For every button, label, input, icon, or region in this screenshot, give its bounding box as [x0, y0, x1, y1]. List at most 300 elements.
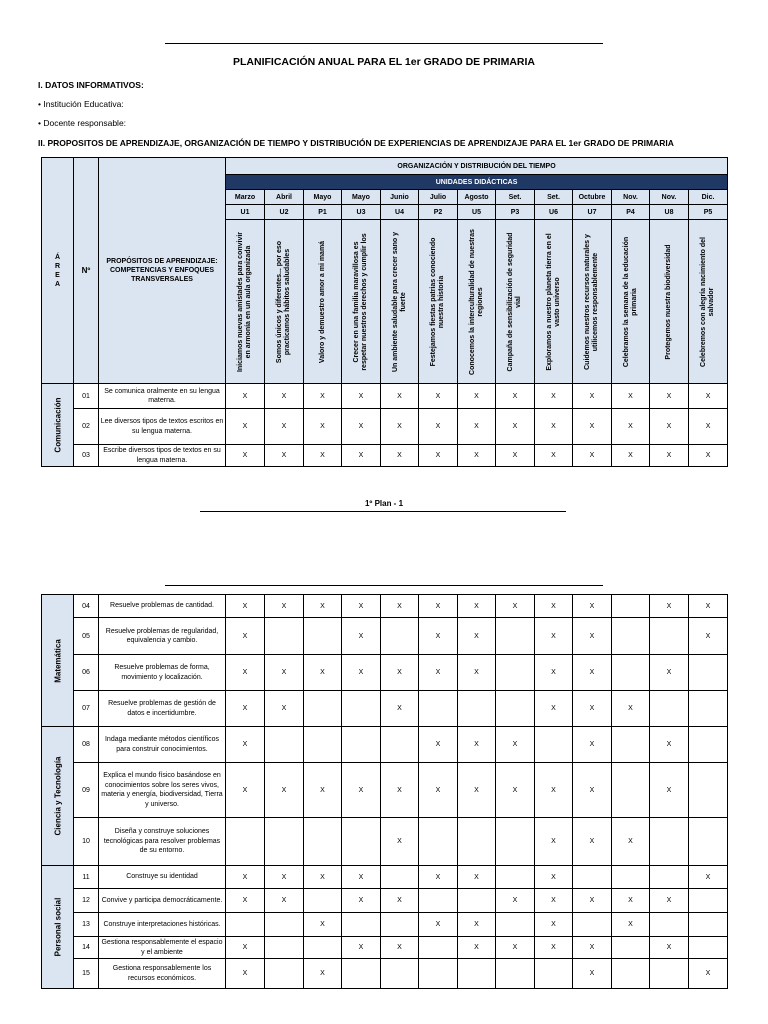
- unit-title: Celebremos con alegría nacimiento del salvador: [700, 236, 716, 367]
- unit-mark: X: [381, 691, 419, 727]
- competency-number: 10: [74, 818, 99, 866]
- area-cell: [42, 384, 74, 467]
- unit-mark: [496, 959, 535, 989]
- unit-title: Conocemos la interculturalidad de nuestras regiones: [468, 228, 484, 375]
- unit-mark: X: [496, 384, 535, 409]
- unit-mark: [265, 913, 304, 937]
- unit-mark: X: [573, 655, 612, 691]
- unit-mark: [689, 691, 728, 727]
- unit-mark: X: [535, 937, 573, 959]
- unit-mark: X: [381, 409, 419, 445]
- competency-number: 11: [74, 866, 99, 889]
- unit-mark: [496, 618, 535, 655]
- unit-mark: X: [689, 866, 728, 889]
- competency-number: 04: [74, 595, 99, 618]
- area-header: Á R E A: [42, 158, 74, 384]
- unit-code: P5: [689, 205, 728, 220]
- unit-mark: [419, 937, 458, 959]
- unit-mark: [342, 818, 381, 866]
- unit-mark: [265, 959, 304, 989]
- unit-mark: X: [535, 655, 573, 691]
- unit-code: U1: [226, 205, 265, 220]
- month-header: Junio: [381, 190, 419, 205]
- unit-mark: X: [573, 445, 612, 467]
- unit-mark: X: [650, 655, 689, 691]
- page-footer: 1º Plan - 1: [364, 499, 404, 508]
- unit-title: Campaña de sensibilización de seguridad vial: [507, 232, 522, 371]
- month-header: Agosto: [458, 190, 496, 205]
- unit-mark: [650, 913, 689, 937]
- unit-mark: X: [535, 384, 573, 409]
- area-cell: [42, 595, 74, 727]
- competency-number: 07: [74, 691, 99, 727]
- table-row: [42, 959, 728, 989]
- competency-text: Lee diversos tipos de textos escritos en su lengua materna.: [99, 409, 226, 445]
- competency-number: 08: [74, 727, 99, 763]
- month-header: Mayo: [342, 190, 381, 205]
- unit-mark: X: [265, 655, 304, 691]
- unit-title: Crecer en una familia maravillosa es respetar nuestros derechos y cumplir los: [353, 232, 368, 371]
- unit-mark: X: [612, 384, 650, 409]
- unit-mark: [612, 727, 650, 763]
- competency-number: 06: [74, 655, 99, 691]
- month-header: Set.: [535, 190, 573, 205]
- unit-mark: X: [573, 595, 612, 618]
- unit-mark: [496, 818, 535, 866]
- unit-mark: [650, 866, 689, 889]
- unit-mark: X: [226, 937, 265, 959]
- unit-mark: [612, 655, 650, 691]
- unit-mark: [304, 889, 342, 913]
- unit-mark: X: [226, 618, 265, 655]
- table-row: [42, 937, 728, 959]
- unit-mark: X: [458, 727, 496, 763]
- unit-mark: [419, 959, 458, 989]
- unit-mark: [342, 691, 381, 727]
- competency-number: 01: [74, 384, 99, 409]
- unit-mark: X: [689, 384, 728, 409]
- month-header: Nov.: [650, 190, 689, 205]
- area-cell: [42, 866, 74, 989]
- unit-mark: X: [535, 818, 573, 866]
- unit-mark: X: [226, 445, 265, 467]
- competency-text: Construye su identidad: [99, 866, 226, 889]
- unit-mark: X: [342, 618, 381, 655]
- unit-mark: [381, 866, 419, 889]
- month-header: Octubre: [573, 190, 612, 205]
- month-header: Mayo: [304, 190, 342, 205]
- unit-mark: X: [226, 595, 265, 618]
- teacher-label: • Docente responsable:: [38, 118, 127, 128]
- unit-mark: X: [458, 384, 496, 409]
- unit-mark: X: [342, 763, 381, 818]
- unit-mark: X: [226, 959, 265, 989]
- area-name: Comunicación: [53, 397, 62, 453]
- unit-mark: X: [304, 866, 342, 889]
- unit-mark: X: [381, 937, 419, 959]
- unit-mark: X: [226, 727, 265, 763]
- unit-mark: [612, 595, 650, 618]
- unit-title-cell: [496, 220, 535, 384]
- unit-code: U7: [573, 205, 612, 220]
- unit-mark: [458, 889, 496, 913]
- unit-code: U3: [342, 205, 381, 220]
- area-name: Ciencia y Tecnología: [53, 756, 62, 836]
- competency-number: 02: [74, 409, 99, 445]
- unit-mark: [419, 889, 458, 913]
- unit-mark: X: [573, 818, 612, 866]
- unit-mark: X: [304, 913, 342, 937]
- institution-label: • Institución Educativa:: [38, 99, 124, 109]
- unit-mark: X: [226, 763, 265, 818]
- unit-mark: X: [458, 655, 496, 691]
- competency-text: Resuelve problemas de cantidad.: [99, 595, 226, 618]
- unit-mark: X: [304, 384, 342, 409]
- unit-mark: X: [381, 763, 419, 818]
- unit-mark: X: [381, 655, 419, 691]
- competency-number: 12: [74, 889, 99, 913]
- unit-mark: X: [458, 445, 496, 467]
- unit-mark: X: [226, 866, 265, 889]
- unit-title-cell: [381, 220, 419, 384]
- unit-mark: [689, 763, 728, 818]
- unit-mark: [458, 818, 496, 866]
- table-row: [42, 384, 728, 409]
- table-row: [42, 445, 728, 467]
- unit-mark: X: [612, 691, 650, 727]
- unit-title: Somos únicos y diferentes... por eso practicamos hábitos saludables: [276, 240, 291, 363]
- unit-mark: [496, 655, 535, 691]
- unit-mark: X: [689, 959, 728, 989]
- competency-text: Gestiona responsablemente el espacio y el ambiente: [99, 937, 226, 959]
- unit-mark: X: [304, 959, 342, 989]
- unit-mark: X: [535, 763, 573, 818]
- unit-mark: [381, 727, 419, 763]
- purposes-header: PROPÓSITOS DE APRENDIZAJE: COMPETENCIAS Y ENFOQUES TRANSVERSALES: [99, 158, 226, 384]
- unit-mark: X: [573, 409, 612, 445]
- area-name: Personal social: [53, 897, 62, 957]
- month-header: Dic.: [689, 190, 728, 205]
- unit-mark: X: [496, 595, 535, 618]
- unit-mark: [612, 618, 650, 655]
- unit-mark: X: [265, 763, 304, 818]
- unit-mark: X: [304, 763, 342, 818]
- unit-mark: X: [381, 445, 419, 467]
- unit-mark: [265, 818, 304, 866]
- unit-mark: [650, 818, 689, 866]
- unit-mark: [612, 959, 650, 989]
- unit-mark: X: [226, 691, 265, 727]
- table-row: [42, 409, 728, 445]
- unit-mark: X: [381, 889, 419, 913]
- unit-mark: X: [381, 595, 419, 618]
- unit-mark: X: [265, 691, 304, 727]
- unit-mark: X: [226, 384, 265, 409]
- unit-title-cell: [650, 220, 689, 384]
- competency-text: Diseña y construye soluciones tecnológicas para resolver problemas de su entorno.: [99, 818, 226, 866]
- competency-number: 14: [74, 937, 99, 959]
- unit-mark: [342, 727, 381, 763]
- unit-mark: X: [265, 889, 304, 913]
- unit-mark: X: [226, 655, 265, 691]
- unit-title-cell: [265, 220, 304, 384]
- unit-code: P3: [496, 205, 535, 220]
- unit-mark: [226, 818, 265, 866]
- unit-mark: X: [419, 866, 458, 889]
- unit-mark: X: [573, 384, 612, 409]
- competency-text: Se comunica oralmente en su lengua materna.: [99, 384, 226, 409]
- unit-mark: X: [573, 889, 612, 913]
- unit-mark: [265, 727, 304, 763]
- month-header: Julio: [419, 190, 458, 205]
- unit-title: Exploramos a nuestro planeta tierra en el vasto universo: [545, 232, 561, 371]
- unit-mark: [342, 959, 381, 989]
- unit-mark: [612, 763, 650, 818]
- competency-number: 13: [74, 913, 99, 937]
- unit-mark: X: [458, 409, 496, 445]
- month-header: Marzo: [226, 190, 265, 205]
- table-row: [42, 763, 728, 818]
- competency-text: Resuelve problemas de forma, movimiento y localización.: [99, 655, 226, 691]
- unit-mark: X: [573, 763, 612, 818]
- unit-mark: X: [304, 595, 342, 618]
- planning-table-1: [41, 157, 728, 467]
- unit-mark: [265, 937, 304, 959]
- competency-number: 03: [74, 445, 99, 467]
- unit-mark: [612, 937, 650, 959]
- unit-mark: X: [573, 618, 612, 655]
- unit-mark: [226, 913, 265, 937]
- month-header: Abril: [265, 190, 304, 205]
- unit-mark: X: [573, 691, 612, 727]
- unit-mark: [381, 913, 419, 937]
- unit-mark: X: [419, 655, 458, 691]
- unit-mark: X: [535, 445, 573, 467]
- page-2-header-rule: [165, 585, 603, 586]
- unit-mark: [304, 691, 342, 727]
- unit-title: Celebramos la semana de la educación primaria: [622, 236, 638, 367]
- unit-mark: X: [304, 655, 342, 691]
- unit-title-cell: [535, 220, 573, 384]
- unit-mark: X: [573, 959, 612, 989]
- unit-code: P2: [419, 205, 458, 220]
- competency-text: Gestiona responsablemente los recursos económicos.: [99, 959, 226, 989]
- unit-mark: [381, 959, 419, 989]
- unit-mark: [689, 889, 728, 913]
- unit-mark: X: [612, 409, 650, 445]
- unit-mark: X: [342, 445, 381, 467]
- unit-mark: X: [226, 409, 265, 445]
- unit-code: U4: [381, 205, 419, 220]
- unit-mark: X: [650, 937, 689, 959]
- unit-mark: X: [650, 727, 689, 763]
- table-row: [42, 818, 728, 866]
- unit-mark: X: [650, 763, 689, 818]
- unit-mark: X: [689, 409, 728, 445]
- unit-title-cell: [458, 220, 496, 384]
- competency-text: Indaga mediante métodos científicos para construir conocimientos.: [99, 727, 226, 763]
- unit-mark: [650, 959, 689, 989]
- unit-mark: X: [496, 445, 535, 467]
- unit-mark: X: [650, 595, 689, 618]
- unit-mark: X: [265, 445, 304, 467]
- unit-mark: X: [265, 384, 304, 409]
- unit-mark: [689, 727, 728, 763]
- unit-mark: [458, 691, 496, 727]
- unit-mark: X: [419, 727, 458, 763]
- unit-mark: X: [573, 937, 612, 959]
- unit-mark: [650, 618, 689, 655]
- unit-title-cell: [612, 220, 650, 384]
- area-name: Matemática: [53, 638, 62, 683]
- unit-code: U2: [265, 205, 304, 220]
- unit-mark: X: [342, 655, 381, 691]
- unit-mark: X: [458, 866, 496, 889]
- unit-code: P4: [612, 205, 650, 220]
- unit-mark: X: [342, 889, 381, 913]
- unit-title: Un ambiente saludable para crecer sano y fuerte: [391, 231, 407, 372]
- unit-mark: [342, 913, 381, 937]
- unit-title-cell: [304, 220, 342, 384]
- month-header: Nov.: [612, 190, 650, 205]
- competency-text: Escribe diversos tipos de textos en su lengua materna.: [99, 445, 226, 467]
- unit-mark: X: [458, 937, 496, 959]
- unit-mark: X: [496, 409, 535, 445]
- organization-header: ORGANIZACIÓN Y DISTRIBUCIÓN DEL TIEMPO: [226, 158, 728, 175]
- unit-mark: X: [342, 409, 381, 445]
- unit-mark: [612, 866, 650, 889]
- units-header: UNIDADES DIDÁCTICAS: [226, 175, 728, 190]
- unit-mark: X: [650, 445, 689, 467]
- table-row: [42, 655, 728, 691]
- unit-mark: [689, 818, 728, 866]
- competency-text: Resuelve problemas de gestión de datos e incertidumbre.: [99, 691, 226, 727]
- unit-mark: X: [342, 866, 381, 889]
- competency-number: 09: [74, 763, 99, 818]
- section-2-heading: II. PROPOSITOS DE APRENDIZAJE, ORGANIZACIÓN DE TIEMPO Y DISTRIBUCIÓN DE EXPERIENCIAS DE APRENDIZAJE PARA EL 1er GRADO DE PRIMARIA: [38, 138, 674, 148]
- unit-mark: [381, 618, 419, 655]
- unit-mark: [535, 959, 573, 989]
- unit-mark: X: [535, 866, 573, 889]
- header-rule: [165, 43, 603, 44]
- competency-number: 15: [74, 959, 99, 989]
- area-cell: [42, 727, 74, 866]
- unit-mark: [304, 618, 342, 655]
- unit-mark: X: [535, 618, 573, 655]
- unit-title: Cuidemos nuestros recursos naturales y utilicemos responsablemente: [584, 233, 599, 370]
- unit-mark: [458, 959, 496, 989]
- unit-title-cell: [226, 220, 265, 384]
- unit-mark: X: [304, 409, 342, 445]
- unit-mark: [304, 937, 342, 959]
- unit-mark: X: [496, 889, 535, 913]
- unit-mark: X: [419, 409, 458, 445]
- unit-mark: X: [496, 763, 535, 818]
- section-1-heading: I. DATOS INFORMATIVOS:: [38, 80, 144, 90]
- unit-mark: [496, 866, 535, 889]
- unit-title: Festejamos fiestas patrias conociendo nuestra historia: [430, 237, 445, 366]
- table-row: [42, 889, 728, 913]
- table-row: [42, 691, 728, 727]
- unit-mark: X: [535, 691, 573, 727]
- unit-mark: [304, 818, 342, 866]
- unit-mark: X: [535, 595, 573, 618]
- unit-title-cell: [419, 220, 458, 384]
- month-header: Set.: [496, 190, 535, 205]
- unit-title-cell: [689, 220, 728, 384]
- unit-mark: X: [612, 889, 650, 913]
- unit-mark: [496, 913, 535, 937]
- unit-mark: X: [458, 595, 496, 618]
- unit-code: U5: [458, 205, 496, 220]
- unit-mark: [689, 937, 728, 959]
- unit-mark: [689, 655, 728, 691]
- unit-code: P1: [304, 205, 342, 220]
- unit-mark: X: [265, 595, 304, 618]
- unit-mark: X: [612, 445, 650, 467]
- unit-mark: X: [650, 409, 689, 445]
- unit-mark: X: [304, 445, 342, 467]
- competency-text: Convive y participa democráticamente.: [99, 889, 226, 913]
- unit-mark: X: [535, 889, 573, 913]
- unit-mark: [304, 727, 342, 763]
- unit-mark: [573, 866, 612, 889]
- document-title: PLANIFICACIÓN ANUAL PARA EL 1er GRADO DE PRIMARIA: [233, 56, 535, 68]
- unit-mark: X: [342, 937, 381, 959]
- unit-mark: [265, 618, 304, 655]
- unit-mark: X: [419, 445, 458, 467]
- unit-code: U8: [650, 205, 689, 220]
- unit-title: Protegemos nuestra biodiversidad: [665, 243, 672, 360]
- unit-mark: [689, 913, 728, 937]
- unit-mark: [573, 913, 612, 937]
- table-row: [42, 913, 728, 937]
- unit-mark: X: [226, 889, 265, 913]
- unit-mark: X: [496, 937, 535, 959]
- unit-mark: X: [342, 595, 381, 618]
- table-row: [42, 727, 728, 763]
- unit-mark: X: [265, 866, 304, 889]
- unit-mark: [535, 727, 573, 763]
- unit-mark: X: [689, 595, 728, 618]
- unit-mark: X: [419, 618, 458, 655]
- unit-title-cell: [342, 220, 381, 384]
- unit-mark: X: [612, 818, 650, 866]
- unit-mark: X: [419, 384, 458, 409]
- unit-mark: X: [689, 618, 728, 655]
- competency-text: Explica el mundo físico basándose en conocimientos sobre los seres vivos, materia y energía, biodiversidad, Tierra y universo.: [99, 763, 226, 818]
- unit-mark: X: [496, 727, 535, 763]
- unit-title-cell: [573, 220, 612, 384]
- table-row: [42, 595, 728, 618]
- unit-mark: X: [458, 618, 496, 655]
- competency-text: Resuelve problemas de regularidad, equivalencia y cambio.: [99, 618, 226, 655]
- table-row: [42, 866, 728, 889]
- unit-mark: X: [381, 384, 419, 409]
- unit-mark: X: [573, 727, 612, 763]
- unit-mark: X: [458, 763, 496, 818]
- unit-mark: X: [535, 913, 573, 937]
- unit-mark: X: [612, 913, 650, 937]
- planning-table-2: [41, 594, 728, 989]
- unit-mark: X: [381, 818, 419, 866]
- unit-mark: [650, 691, 689, 727]
- unit-mark: X: [342, 384, 381, 409]
- unit-mark: [419, 691, 458, 727]
- unit-mark: X: [650, 889, 689, 913]
- unit-mark: X: [419, 763, 458, 818]
- unit-title: Valoro y demuestro amor a mi mamá: [318, 240, 326, 363]
